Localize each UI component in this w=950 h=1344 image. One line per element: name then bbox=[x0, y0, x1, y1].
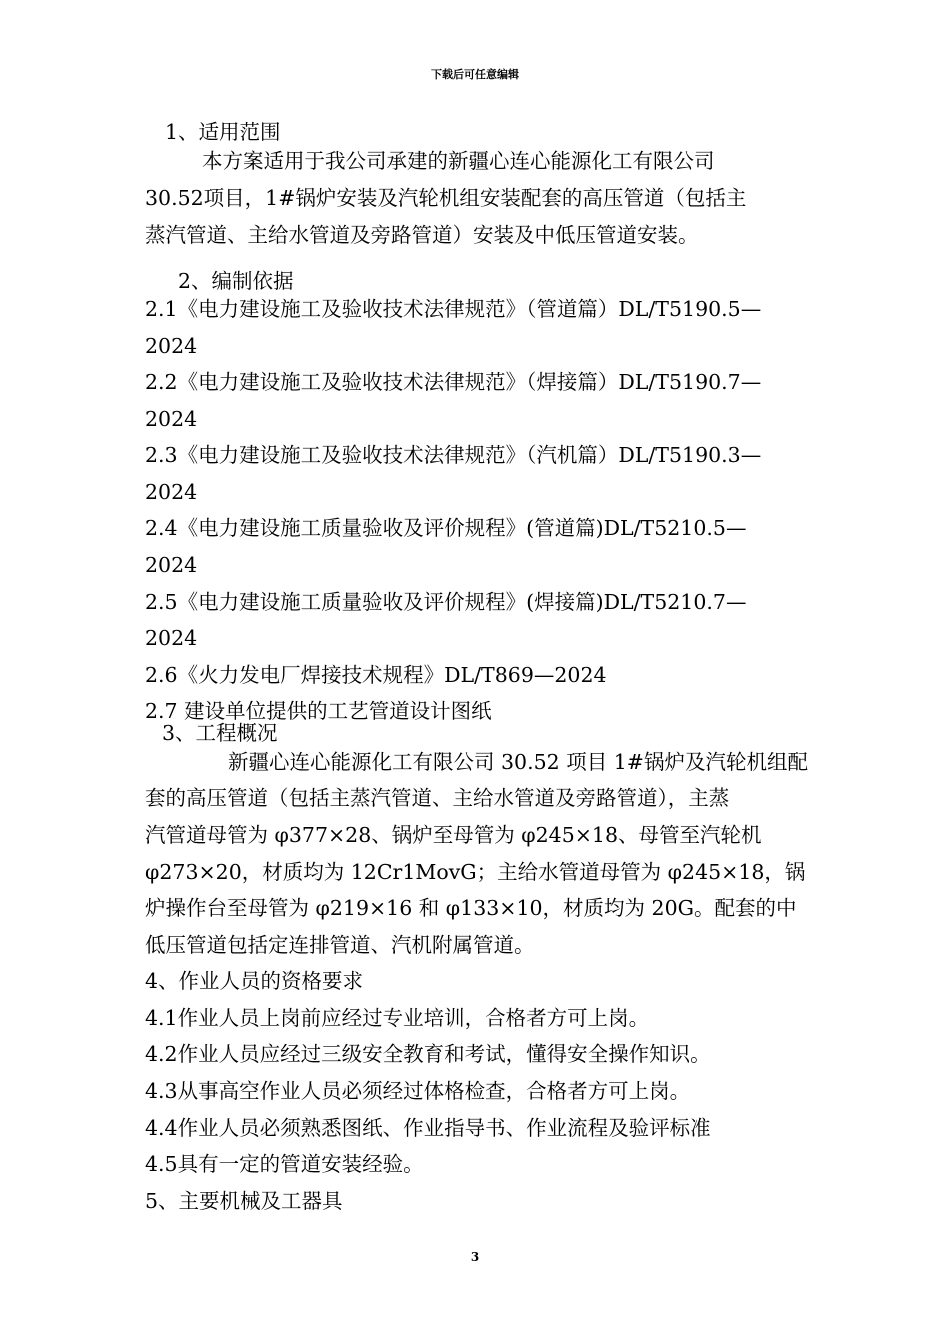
paragraph-line: 本方案适用于我公司承建的新疆心连心能源化工有限公司 bbox=[202, 149, 715, 173]
list-item: 2.5《电力建设施工质量验收及评价规程》(焊接篇)DL/T5210.7— bbox=[145, 590, 747, 614]
section-heading-3: 3、工程概况 bbox=[162, 721, 278, 745]
list-item-continuation: 2024 bbox=[145, 334, 198, 358]
list-item: 4.3从事高空作业人员必须经过体格检查，合格者方可上岗。 bbox=[145, 1079, 691, 1103]
list-item: 4.1作业人员上岗前应经过专业培训，合格者方可上岗。 bbox=[145, 1006, 650, 1030]
list-item-continuation: 2024 bbox=[145, 553, 198, 577]
paragraph-line: 套的高压管道（包括主蒸汽管道、主给水管道及旁路管道），主蒸 bbox=[145, 786, 730, 810]
list-item-continuation: 2024 bbox=[145, 407, 198, 431]
list-item: 4.4作业人员必须熟悉图纸、作业指导书、作业流程及验评标准 bbox=[145, 1116, 711, 1140]
section-heading-2: 2、编制依据 bbox=[178, 269, 294, 293]
paragraph-line: 蒸汽管道、主给水管道及旁路管道）安装及中低压管道安装。 bbox=[145, 223, 699, 247]
list-item: 2.2《电力建设施工及验收技术法律规范》（焊接篇）DL/T5190.7— bbox=[145, 370, 762, 394]
list-item: 2.3《电力建设施工及验收技术法律规范》（汽机篇）DL/T5190.3— bbox=[145, 443, 762, 467]
paragraph-line: 炉操作台至母管为 φ219×16 和 φ133×10，材质均为 20G。配套的中 bbox=[145, 896, 797, 920]
list-item: 4.2作业人员应经过三级安全教育和考试，懂得安全操作知识。 bbox=[145, 1042, 711, 1066]
list-item: 4.5具有一定的管道安装经验。 bbox=[145, 1152, 424, 1176]
paragraph-line: 30.52项目，1#锅炉安装及汽轮机组安装配套的高压管道（包括主 bbox=[145, 186, 747, 210]
paragraph-line: 低压管道包括定连排管道、汽机附属管道。 bbox=[145, 933, 535, 957]
page-number: 3 bbox=[470, 1250, 480, 1264]
section-heading-1: 1、适用范围 bbox=[165, 120, 281, 144]
list-item: 2.1《电力建设施工及验收技术法律规范》（管道篇）DL/T5190.5— bbox=[145, 297, 762, 321]
list-item-continuation: 2024 bbox=[145, 480, 198, 504]
list-item: 2.4《电力建设施工质量验收及评价规程》(管道篇)DL/T5210.5— bbox=[145, 516, 747, 540]
paragraph-line: φ273×20，材质均为 12Cr1MovG；主给水管道母管为 φ245×18，锅 bbox=[145, 860, 806, 884]
section-heading-5: 5、主要机械及工器具 bbox=[145, 1189, 343, 1213]
list-item-continuation: 2024 bbox=[145, 626, 198, 650]
list-item: 2.7 建设单位提供的工艺管道设计图纸 bbox=[145, 699, 492, 723]
paragraph-line: 新疆心连心能源化工有限公司 30.52 项目 1#锅炉及汽轮机组配 bbox=[228, 750, 808, 774]
section-heading-4: 4、作业人员的资格要求 bbox=[145, 969, 364, 993]
paragraph-line: 汽管道母管为 φ377×28、锅炉至母管为 φ245×18、母管至汽轮机 bbox=[145, 823, 762, 847]
list-item: 2.6《火力发电厂焊接技术规程》DL/T869—2024 bbox=[145, 663, 607, 687]
page-header: 下载后可任意编辑 bbox=[431, 68, 519, 81]
